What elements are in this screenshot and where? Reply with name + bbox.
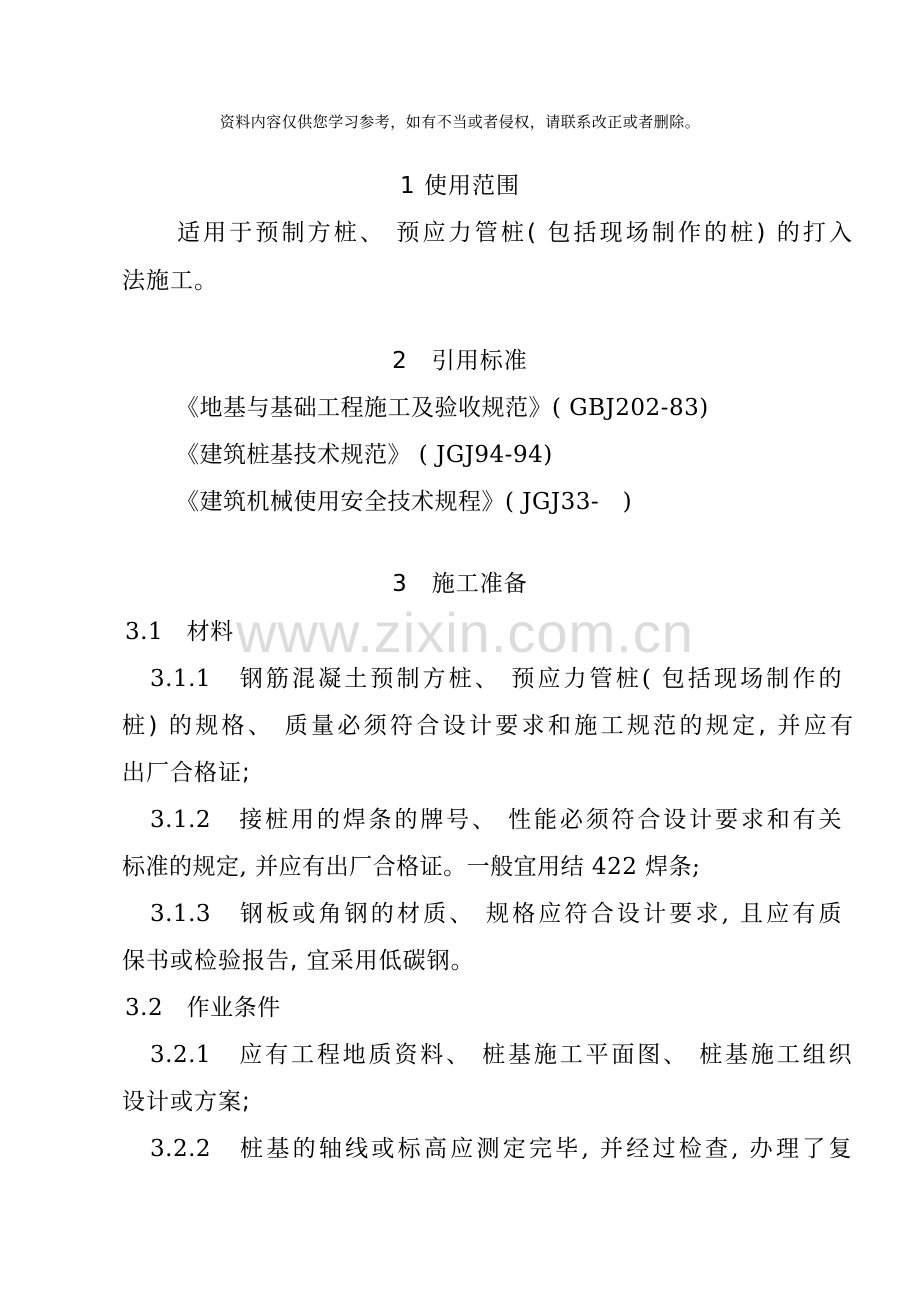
- item-3-1-3-line-2: 保书或检验报告, 宜采用低碳钢。: [122, 948, 475, 974]
- item-3-1-1-line-1: 3.1.1 钢筋混凝土预制方桩、 预应力管桩( 包括现场制作的: [150, 666, 842, 692]
- item-3-2-2-line-1: 3.2.2 桩基的轴线或标高应测定完毕, 并经过检查, 办理了复: [150, 1136, 852, 1162]
- disclaimer-header: 资料内容仅供您学习参考，如有不当或者侵权，请联系改正或者删除。: [219, 113, 701, 131]
- section-1-paragraph-line-1: 适用于预制方桩、 预应力管桩( 包括现场制作的桩) 的打入: [177, 220, 853, 246]
- item-3-1-1-line-2: 桩) 的规格、 质量必须符合设计要求和施工规范的规定, 并应有: [122, 713, 854, 739]
- reference-1: 《地基与基础工程施工及验收规范》( GBJ202-83): [176, 395, 709, 421]
- watermark: www.zixin.com.cn: [236, 601, 694, 664]
- section-1-paragraph-line-2: 法施工。: [122, 268, 218, 294]
- section-1-heading: 1 使用范围: [400, 173, 520, 199]
- subsection-3-2-heading: 3.2 作业条件: [125, 995, 281, 1021]
- reference-2: 《建筑桩基技术规范》 ( JGJ94-94): [176, 442, 553, 468]
- item-3-2-1-line-2: 设计或方案;: [122, 1089, 251, 1115]
- item-3-1-2-line-1: 3.1.2 接桩用的焊条的牌号、 性能必须符合设计要求和有关: [150, 807, 842, 833]
- item-3-1-2-line-2: 标准的规定, 并应有出厂合格证。一般宜用结 422 焊条;: [122, 854, 701, 880]
- item-3-1-1-line-3: 出厂合格证;: [122, 760, 251, 786]
- section-3-heading: 3 施工准备: [392, 571, 528, 597]
- reference-3: 《建筑机械使用安全技术规程》( JGJ33- ): [176, 489, 633, 515]
- item-3-1-3-line-1: 3.1.3 钢板或角钢的材质、 规格应符合设计要求, 且应有质: [150, 901, 842, 927]
- subsection-3-1-heading: 3.1 材料: [125, 619, 234, 645]
- item-3-2-1-line-1: 3.2.1 应有工程地质资料、 桩基施工平面图、 桩基施工组织: [150, 1042, 852, 1068]
- section-2-heading: 2 引用标准: [392, 348, 528, 374]
